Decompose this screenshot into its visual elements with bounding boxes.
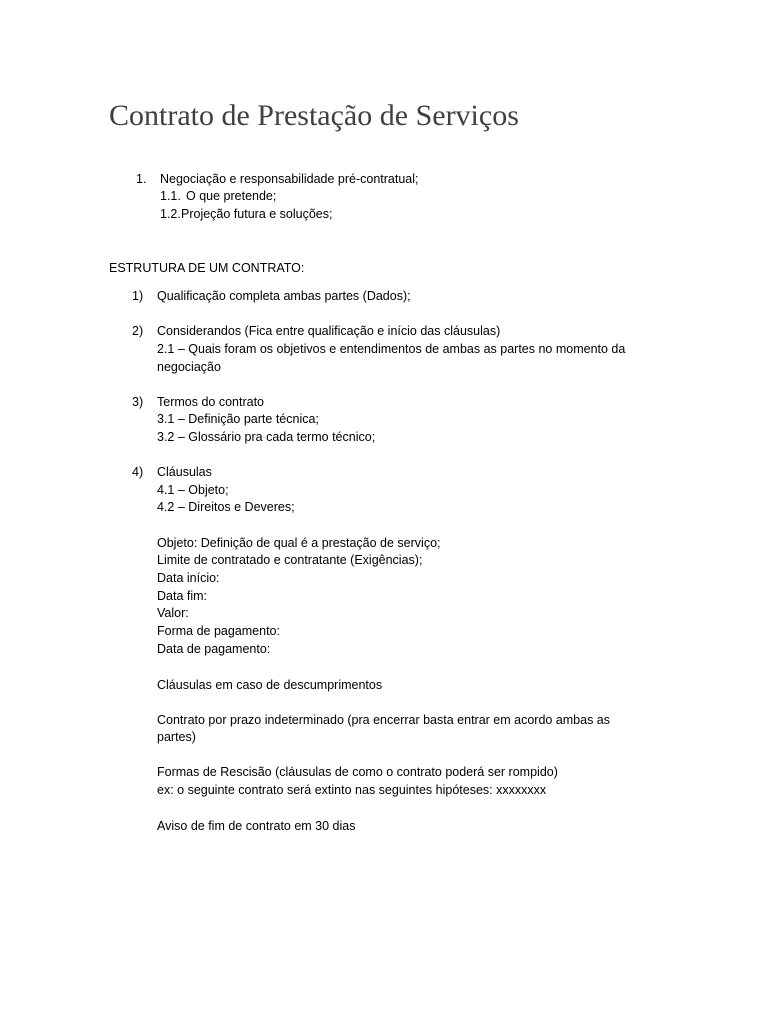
structure-item-2-label: Considerandos (Fica entre qualificação e início das cláusulas) [157,324,501,338]
intro-item-1-number: 1. [136,172,147,186]
object-line-3: Data início: [157,571,220,585]
indefinite-term-line-2: partes) [157,730,196,744]
intro-sub-1-text: O que pretende; [186,189,277,203]
object-line-1: Objeto: Definição de qual é a prestação de serviço; [157,536,441,550]
object-line-2: Limite de contratado e contratante (Exigências); [157,553,423,567]
intro-sub-2-text: Projeção futura e soluções; [181,207,333,221]
intro-item-1-text: Negociação e responsabilidade pré-contratual; [160,172,419,186]
structure-item-1-number: 1) [132,289,144,303]
structure-item-3-detail-2: 3.2 – Glossário pra cada termo técnico; [157,430,376,444]
structure-item-3-label: Termos do contrato [157,395,264,409]
structure-item-3-detail-1: 3.1 – Definição parte técnica; [157,412,319,426]
indefinite-term-line-1: Contrato por prazo indeterminado (pra encerrar basta entrar em acordo ambas as [157,713,611,727]
termination-line-2: ex: o seguinte contrato será extinto nas seguintes hipóteses: xxxxxxxx [157,783,547,797]
structure-item-4-label: Cláusulas [157,465,212,479]
object-line-5: Valor: [157,606,189,620]
intro-sub-2-number: 1.2. [160,207,181,221]
termination-line-1: Formas de Rescisão (cláusulas de como o contrato poderá ser rompido) [157,765,558,779]
structure-item-3-number: 3) [132,395,144,409]
structure-heading: ESTRUTURA DE UM CONTRATO: [109,261,305,275]
breach-clauses: Cláusulas em caso de descumprimentos [157,678,383,692]
object-line-7: Data de pagamento: [157,642,271,656]
structure-item-4-detail-1: 4.1 – Objeto; [157,483,229,497]
structure-item-4-detail-2: 4.2 – Direitos e Deveres; [157,500,295,514]
structure-item-2-number: 2) [132,324,144,338]
structure-item-2-detail-2: negociação [157,360,221,374]
structure-item-1-label: Qualificação completa ambas partes (Dados); [157,289,411,303]
structure-item-4-number: 4) [132,465,144,479]
notice-line: Aviso de fim de contrato em 30 dias [157,819,356,833]
document-title: Contrato de Prestação de Serviços [109,99,519,132]
object-line-6: Forma de pagamento: [157,624,280,638]
structure-item-2-detail-1: 2.1 – Quais foram os objetivos e entendimentos de ambas as partes no momento da [157,342,626,356]
object-line-4: Data fim: [157,589,208,603]
intro-sub-1-number: 1.1. [160,189,181,203]
